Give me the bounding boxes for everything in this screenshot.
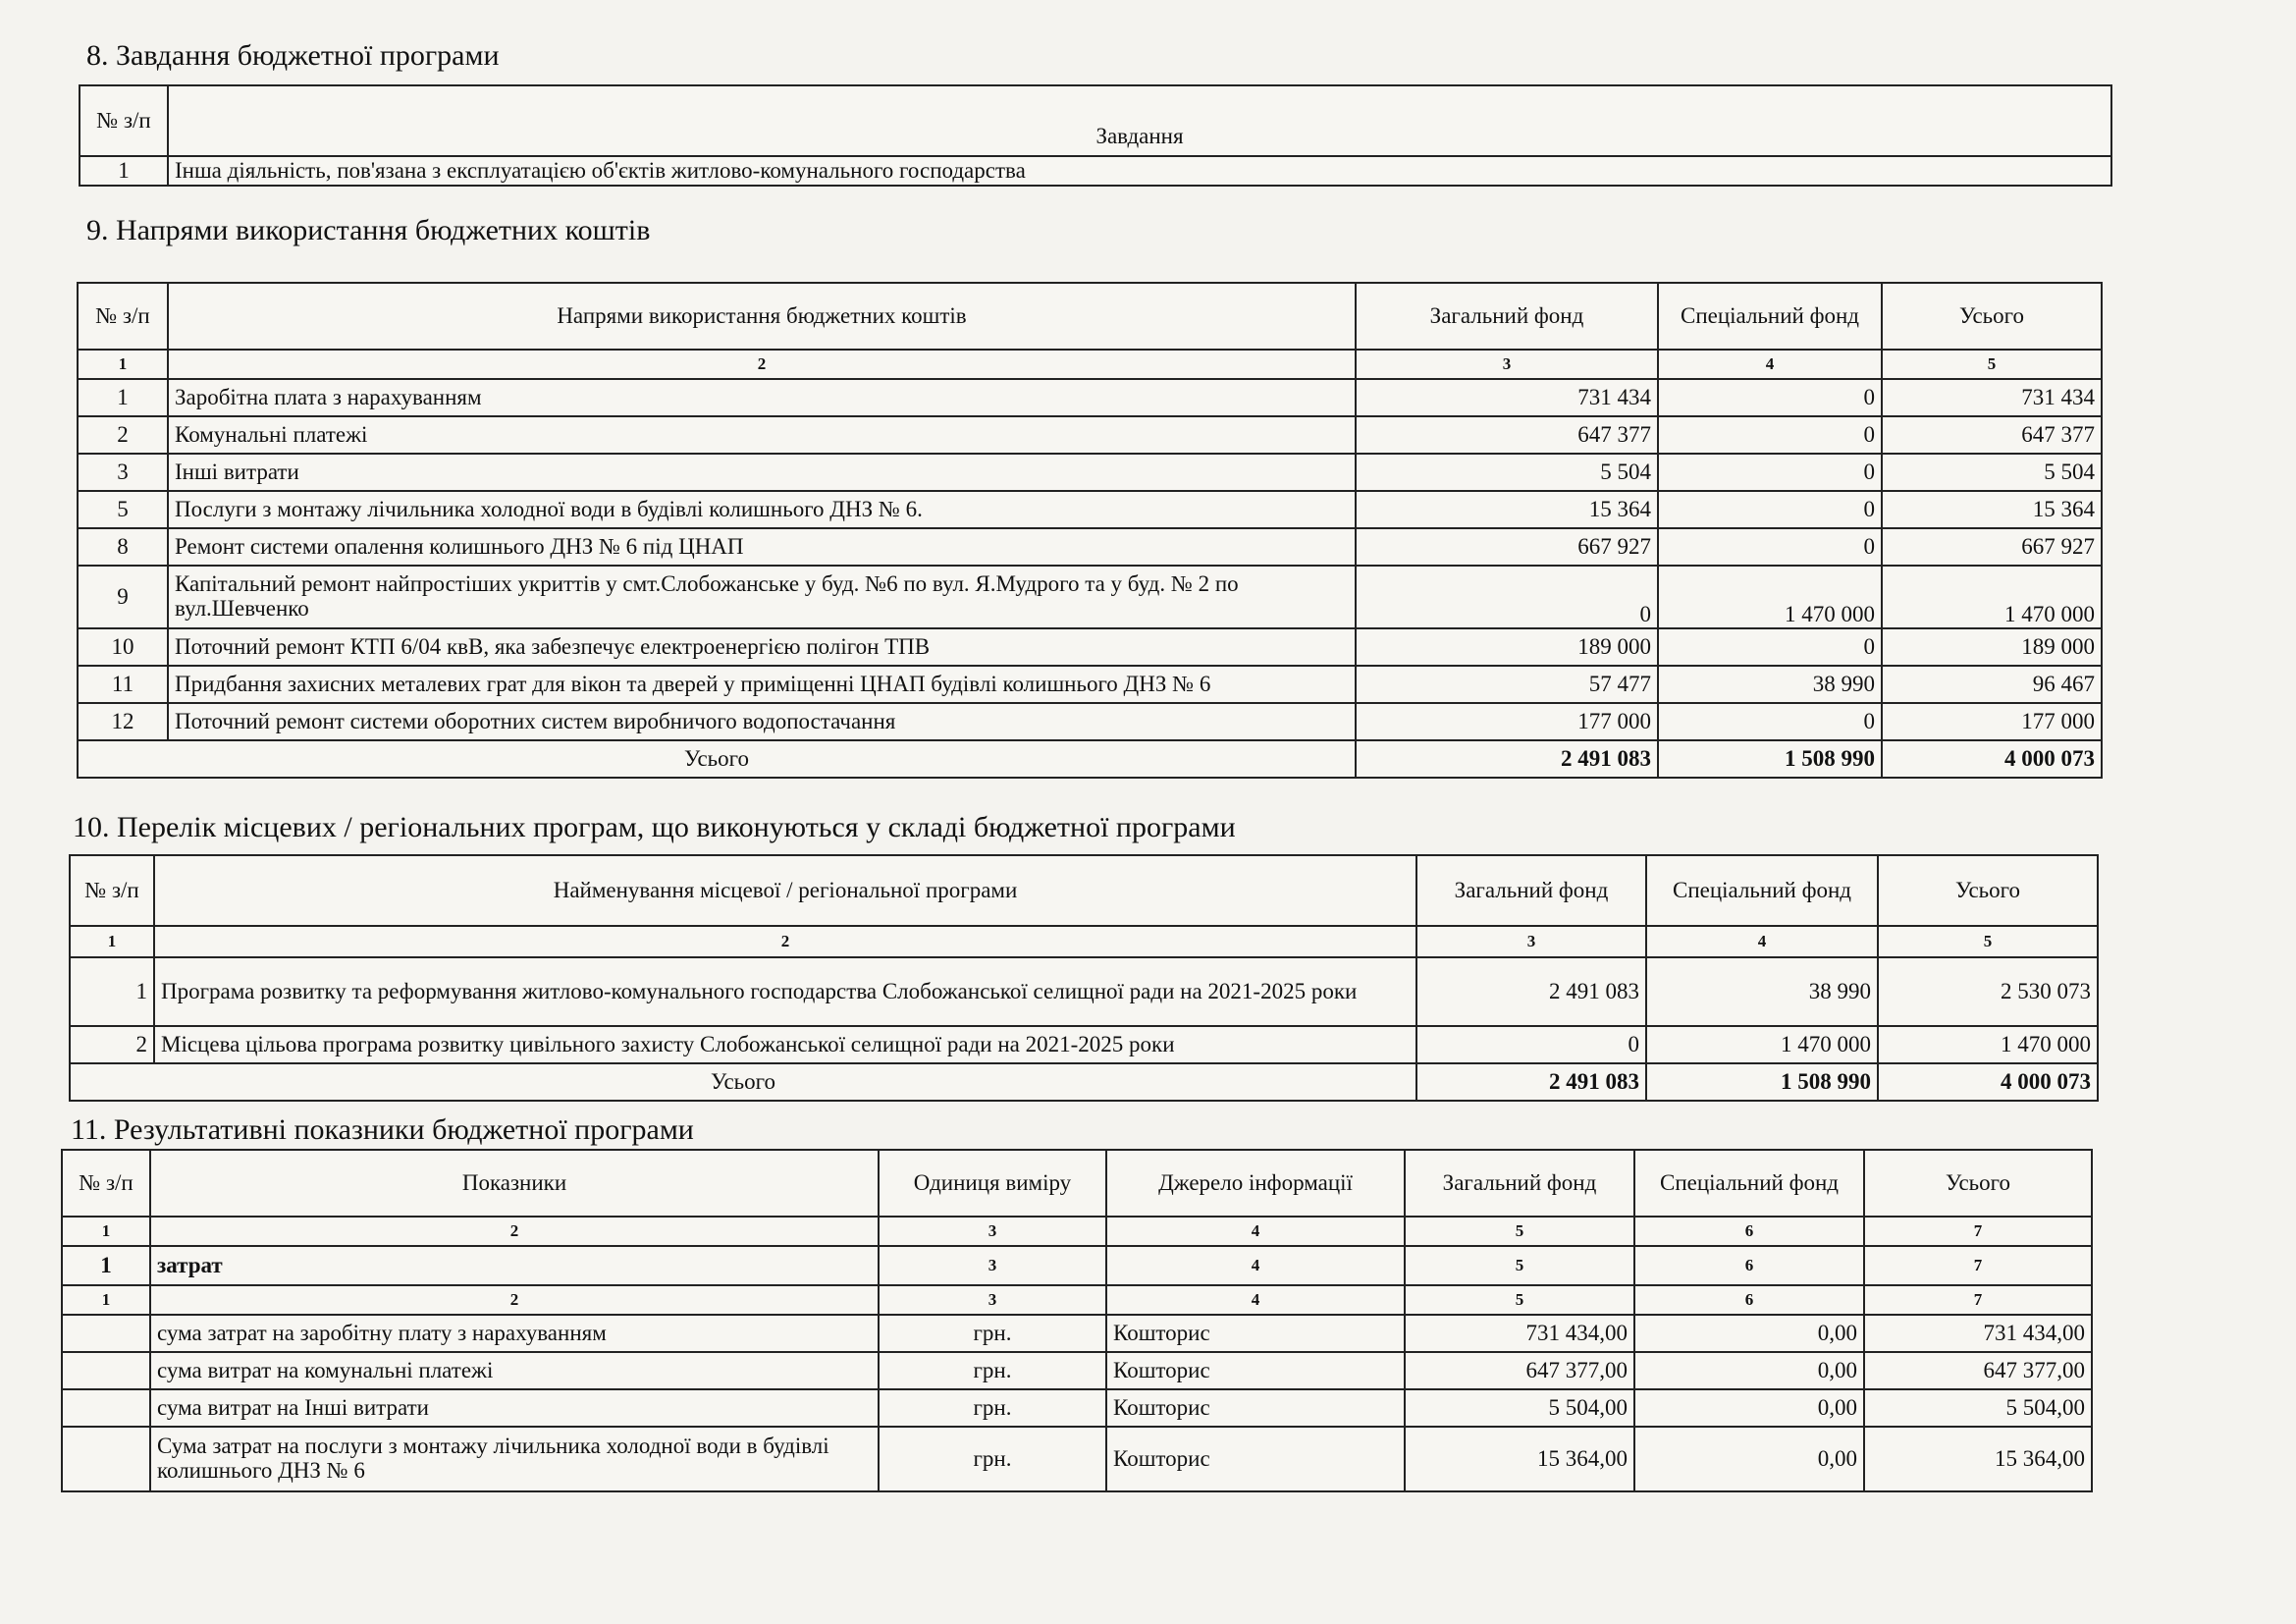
table-row — [62, 1352, 2092, 1389]
table-row — [62, 1315, 2092, 1352]
total-total: 4 000 073 — [1882, 740, 2102, 778]
row-total: 96 467 — [1882, 666, 2102, 703]
row-special-fund: 0 — [1658, 491, 1882, 528]
row-general-fund: 731 434 — [1356, 379, 1658, 416]
row-special-fund: 38 990 — [1646, 957, 1878, 1026]
total-special-fund: 1 508 990 — [1658, 740, 1882, 778]
row-special-fund: 0 — [1658, 528, 1882, 566]
row-special-fund: 0,00 — [1634, 1352, 1864, 1389]
table-row — [70, 957, 2098, 1026]
row-general-fund: 15 364,00 — [1405, 1427, 1634, 1491]
total-total: 4 000 073 — [1878, 1063, 2098, 1101]
tasks-table — [79, 84, 2112, 187]
row-general-fund: 5 504 — [1356, 454, 1658, 491]
table-row — [78, 666, 2102, 703]
table-row — [70, 1026, 2098, 1063]
table-row — [80, 156, 2111, 186]
section-9-title: 9. Напрями використання бюджетних коштів — [86, 214, 651, 246]
col-number: 1 — [62, 1285, 150, 1315]
col-number: 4 — [1646, 926, 1878, 957]
col-number: 6 — [1634, 1285, 1864, 1315]
row-direction: Придбання захисних металевих грат для вікон та дверей у приміщенні ЦНАП будівлі колишнього ДНЗ № 6 — [168, 666, 1356, 703]
col-number: 2 — [168, 350, 1356, 379]
row-num: 8 — [78, 528, 168, 566]
col-number: 5 — [1405, 1285, 1634, 1315]
row-general-fund: 2 491 083 — [1416, 957, 1646, 1026]
row-special-fund: 0 — [1658, 416, 1882, 454]
row-special-fund: 1 470 000 — [1646, 1026, 1878, 1063]
row-program: Місцева цільова програма розвитку цивільного захисту Слобожанської селищної ради на 2021-2025 роки — [154, 1026, 1416, 1063]
col-number: 2 — [154, 926, 1416, 957]
row-direction: Інші витрати — [168, 454, 1356, 491]
row-total: 731 434 — [1882, 379, 2102, 416]
table-header-row — [62, 1150, 2092, 1217]
col-num-header: № з/п — [62, 1150, 150, 1217]
row-total: 647 377,00 — [1864, 1352, 2092, 1389]
column-numbers-row — [62, 1285, 2092, 1315]
row-unit: грн. — [879, 1315, 1106, 1352]
row-total: 2 530 073 — [1878, 957, 2098, 1026]
col-number: 7 — [1864, 1285, 2092, 1315]
col-number: 5 — [1878, 926, 2098, 957]
row-num — [62, 1315, 150, 1352]
col-number: 2 — [150, 1217, 879, 1246]
row-total: 5 504 — [1882, 454, 2102, 491]
row-source: Кошторис — [1106, 1427, 1405, 1491]
row-total: 5 504,00 — [1864, 1389, 2092, 1427]
row-general-fund: 647 377,00 — [1405, 1352, 1634, 1389]
col-total-header: Усього — [1864, 1150, 2092, 1217]
row-num: 1 — [78, 379, 168, 416]
row-special-fund: 38 990 — [1658, 666, 1882, 703]
col-number: 6 — [1634, 1217, 1864, 1246]
col-indicator-header: Показники — [150, 1150, 879, 1217]
row-unit: грн. — [879, 1389, 1106, 1427]
table-row — [78, 703, 2102, 740]
row-general-fund: 189 000 — [1356, 628, 1658, 666]
section-11-title: 11. Результативні показники бюджетної програми — [71, 1113, 694, 1146]
row-general-fund: 5 504,00 — [1405, 1389, 1634, 1427]
table-row — [78, 566, 2102, 628]
table-header-row — [80, 85, 2111, 156]
total-row — [70, 1063, 2098, 1101]
row-total: 647 377 — [1882, 416, 2102, 454]
row-source: Кошторис — [1106, 1389, 1405, 1427]
row-special-fund: 0 — [1658, 628, 1882, 666]
row-num: 1 — [70, 957, 154, 1026]
row-total: 15 364,00 — [1864, 1427, 2092, 1491]
row-source: Кошторис — [1106, 1315, 1405, 1352]
row-num: 2 — [78, 416, 168, 454]
col-number: 4 — [1106, 1217, 1405, 1246]
col-number: 7 — [1864, 1246, 2092, 1285]
col-number: 3 — [879, 1285, 1106, 1315]
col-number: 5 — [1405, 1217, 1634, 1246]
row-general-fund: 667 927 — [1356, 528, 1658, 566]
group-row — [62, 1246, 2092, 1285]
table-row — [78, 454, 2102, 491]
row-general-fund: 0 — [1356, 566, 1658, 628]
col-number: 5 — [1882, 350, 2102, 379]
col-special-fund-header: Спеціальний фонд — [1646, 855, 1878, 926]
row-indicator: Сума затрат на послуги з монтажу лічильника холодної води в будівлі колишнього ДНЗ № 6 — [150, 1427, 879, 1491]
row-total: 189 000 — [1882, 628, 2102, 666]
row-general-fund: 731 434,00 — [1405, 1315, 1634, 1352]
col-number: 3 — [879, 1246, 1106, 1285]
row-task: Інша діяльність, пов'язана з експлуатацією об'єктів житлово-комунального господарства — [168, 156, 2111, 186]
col-number: 3 — [879, 1217, 1106, 1246]
row-indicator: сума витрат на комунальні платежі — [150, 1352, 879, 1389]
table-row — [78, 416, 2102, 454]
col-program-header: Найменування місцевої / регіональної програми — [154, 855, 1416, 926]
col-number: 2 — [150, 1285, 879, 1315]
col-special-fund-header: Спеціальний фонд — [1634, 1150, 1864, 1217]
row-direction: Поточний ремонт КТП 6/04 квВ, яка забезпечує електроенергією полігон ТПВ — [168, 628, 1356, 666]
total-special-fund: 1 508 990 — [1646, 1063, 1878, 1101]
table-row — [78, 491, 2102, 528]
row-source: Кошторис — [1106, 1352, 1405, 1389]
col-special-fund-header: Спеціальний фонд — [1658, 283, 1882, 350]
col-number: 1 — [70, 926, 154, 957]
row-indicator: сума затрат на заробітну плату з нарахуванням — [150, 1315, 879, 1352]
group-num: 1 — [62, 1246, 150, 1285]
programs-table — [69, 854, 2099, 1102]
col-number: 4 — [1658, 350, 1882, 379]
row-num: 3 — [78, 454, 168, 491]
row-general-fund: 0 — [1416, 1026, 1646, 1063]
row-special-fund: 0 — [1658, 703, 1882, 740]
row-special-fund: 0,00 — [1634, 1427, 1864, 1491]
row-direction: Послуги з монтажу лічильника холодної води в будівлі колишнього ДНЗ № 6. — [168, 491, 1356, 528]
row-program: Програма розвитку та реформування житлово-комунального господарства Слобожанської селищної ради на 2021-2025 роки — [154, 957, 1416, 1026]
total-general-fund: 2 491 083 — [1356, 740, 1658, 778]
table-row — [78, 379, 2102, 416]
row-num: 9 — [78, 566, 168, 628]
column-numbers-row — [70, 926, 2098, 957]
directions-table — [77, 282, 2103, 779]
row-special-fund: 1 470 000 — [1658, 566, 1882, 628]
col-num-header: № з/п — [80, 85, 168, 156]
row-num: 1 — [80, 156, 168, 186]
row-num: 5 — [78, 491, 168, 528]
col-num-header: № з/п — [78, 283, 168, 350]
col-number: 1 — [78, 350, 168, 379]
row-direction: Ремонт системи опалення колишнього ДНЗ № 6 під ЦНАП — [168, 528, 1356, 566]
row-total: 1 470 000 — [1878, 1026, 2098, 1063]
table-header-row — [70, 855, 2098, 926]
table-row — [62, 1427, 2092, 1491]
col-total-header: Усього — [1878, 855, 2098, 926]
col-direction-header: Напрями використання бюджетних коштів — [168, 283, 1356, 350]
row-general-fund: 57 477 — [1356, 666, 1658, 703]
row-num: 11 — [78, 666, 168, 703]
col-task-header: Завдання — [168, 85, 2111, 156]
row-total: 1 470 000 — [1882, 566, 2102, 628]
col-number: 3 — [1356, 350, 1658, 379]
row-num — [62, 1389, 150, 1427]
col-general-fund-header: Загальний фонд — [1356, 283, 1658, 350]
col-number: 7 — [1864, 1217, 2092, 1246]
table-row — [62, 1389, 2092, 1427]
row-num: 10 — [78, 628, 168, 666]
row-direction: Поточний ремонт системи оборотних систем виробничого водопостачання — [168, 703, 1356, 740]
table-header-row — [78, 283, 2102, 350]
table-row — [78, 628, 2102, 666]
row-num — [62, 1427, 150, 1491]
table-row — [78, 528, 2102, 566]
col-number: 3 — [1416, 926, 1646, 957]
col-number: 4 — [1106, 1285, 1405, 1315]
col-number: 1 — [62, 1217, 150, 1246]
row-unit: грн. — [879, 1427, 1106, 1491]
col-general-fund-header: Загальний фонд — [1405, 1150, 1634, 1217]
total-label: Усього — [78, 740, 1356, 778]
row-direction: Комунальні платежі — [168, 416, 1356, 454]
row-general-fund: 177 000 — [1356, 703, 1658, 740]
row-special-fund: 0 — [1658, 379, 1882, 416]
col-source-header: Джерело інформації — [1106, 1150, 1405, 1217]
col-general-fund-header: Загальний фонд — [1416, 855, 1646, 926]
row-special-fund: 0,00 — [1634, 1389, 1864, 1427]
row-direction: Капітальний ремонт найпростіших укриттів у смт.Слобожанське у буд. №6 по вул. Я.Мудрого та у буд. № 2 по вул.Шевченко — [168, 566, 1356, 628]
section-8-title: 8. Завдання бюджетної програми — [86, 39, 500, 72]
row-unit: грн. — [879, 1352, 1106, 1389]
indicators-table — [61, 1149, 2093, 1492]
col-number: 4 — [1106, 1246, 1405, 1285]
group-label: затрат — [150, 1246, 879, 1285]
col-total-header: Усього — [1882, 283, 2102, 350]
col-number: 5 — [1405, 1246, 1634, 1285]
total-row — [78, 740, 2102, 778]
row-total: 177 000 — [1882, 703, 2102, 740]
row-num: 12 — [78, 703, 168, 740]
column-numbers-row — [62, 1217, 2092, 1246]
row-num: 2 — [70, 1026, 154, 1063]
row-special-fund: 0,00 — [1634, 1315, 1864, 1352]
row-general-fund: 647 377 — [1356, 416, 1658, 454]
row-total: 731 434,00 — [1864, 1315, 2092, 1352]
column-numbers-row — [78, 350, 2102, 379]
row-direction: Заробітна плата з нарахуванням — [168, 379, 1356, 416]
col-unit-header: Одиниця виміру — [879, 1150, 1106, 1217]
row-total: 667 927 — [1882, 528, 2102, 566]
row-special-fund: 0 — [1658, 454, 1882, 491]
total-label: Усього — [70, 1063, 1416, 1101]
col-num-header: № з/п — [70, 855, 154, 926]
row-indicator: сума витрат на Інші витрати — [150, 1389, 879, 1427]
row-general-fund: 15 364 — [1356, 491, 1658, 528]
col-number: 6 — [1634, 1246, 1864, 1285]
row-total: 15 364 — [1882, 491, 2102, 528]
row-num — [62, 1352, 150, 1389]
total-general-fund: 2 491 083 — [1416, 1063, 1646, 1101]
section-10-title: 10. Перелік місцевих / регіональних програм, що виконуються у складі бюджетної програми — [73, 811, 1236, 843]
